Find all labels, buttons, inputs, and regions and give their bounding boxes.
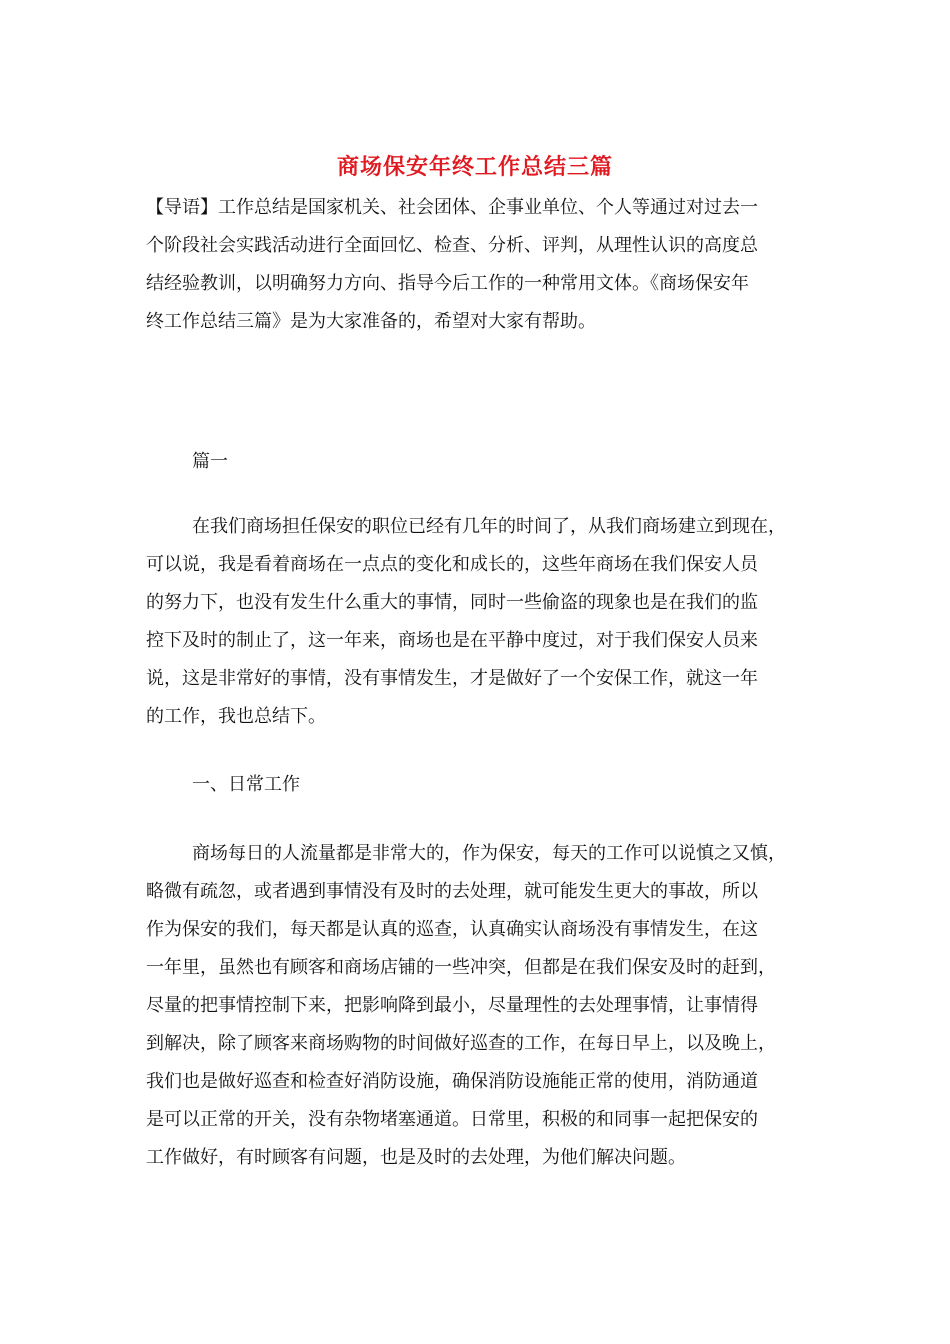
paragraph2-line-5: 尽量的把事情控制下来，把影响降到最小，尽量理性的去处理事情，让事情得 (146, 995, 758, 1016)
intro-line-4: 终工作总结三篇》是为大家准备的，希望对大家有帮助。 (146, 311, 596, 332)
paragraph1-line-5: 说，这是非常好的事情，没有事情发生，才是做好了一个安保工作，就这一年 (146, 668, 758, 689)
paragraph2-line-4: 一年里，虽然也有顾客和商场店铺的一些冲突，但都是在我们保安及时的赶到， (146, 957, 776, 978)
paragraph2-line-3: 作为保安的我们，每天都是认真的巡查，认真确实认商场没有事情发生，在这 (146, 919, 758, 940)
intro-line-1: 【导语】工作总结是国家机关、社会团体、企事业单位、个人等通过对过去一 (146, 197, 758, 218)
paragraph1-line-1: 在我们商场担任保安的职位已经有几年的时间了，从我们商场建立到现在， (192, 516, 786, 537)
paragraph1-line-2: 可以说，我是看着商场在一点点的变化和成长的，这些年商场在我们保安人员 (146, 554, 758, 575)
paragraph2-line-2: 略微有疏忽，或者遇到事情没有及时的去处理，就可能发生更大的事故，所以 (146, 881, 758, 902)
intro-line-2: 个阶段社会实践活动进行全面回忆、检查、分析、评判，从理性认识的高度总 (146, 235, 758, 256)
paragraph2-line-9: 工作做好，有时顾客有问题，也是及时的去处理，为他们解决问题。 (146, 1147, 686, 1168)
document-title: 商场保安年终工作总结三篇 (336, 154, 613, 180)
intro-line-3: 结经验教训，以明确努力方向、指导今后工作的一种常用文体。《商场保安年 (146, 273, 749, 294)
paragraph1-line-3: 的努力下，也没有发生什么重大的事情，同时一些偷盗的现象也是在我们的监 (146, 592, 758, 613)
paragraph2-line-6: 到解决，除了顾客来商场购物的时间做好巡查的工作，在每日早上，以及晚上， (146, 1033, 776, 1054)
paragraph2-line-8: 是可以正常的开关，没有杂物堵塞通道。日常里，积极的和同事一起把保安的 (146, 1109, 758, 1130)
paragraph1-line-6: 的工作，我也总结下。 (146, 706, 326, 727)
section-heading: 篇一 (192, 451, 228, 472)
subheading: 一、日常工作 (192, 774, 300, 795)
paragraph2-line-7: 我们也是做好巡查和检查好消防设施，确保消防设施能正常的使用，消防通道 (146, 1071, 758, 1092)
paragraph2-line-1: 商场每日的人流量都是非常大的，作为保安，每天的工作可以说慎之又慎， (192, 843, 786, 864)
paragraph1-line-4: 控下及时的制止了，这一年来，商场也是在平静中度过，对于我们保安人员来 (146, 630, 758, 651)
